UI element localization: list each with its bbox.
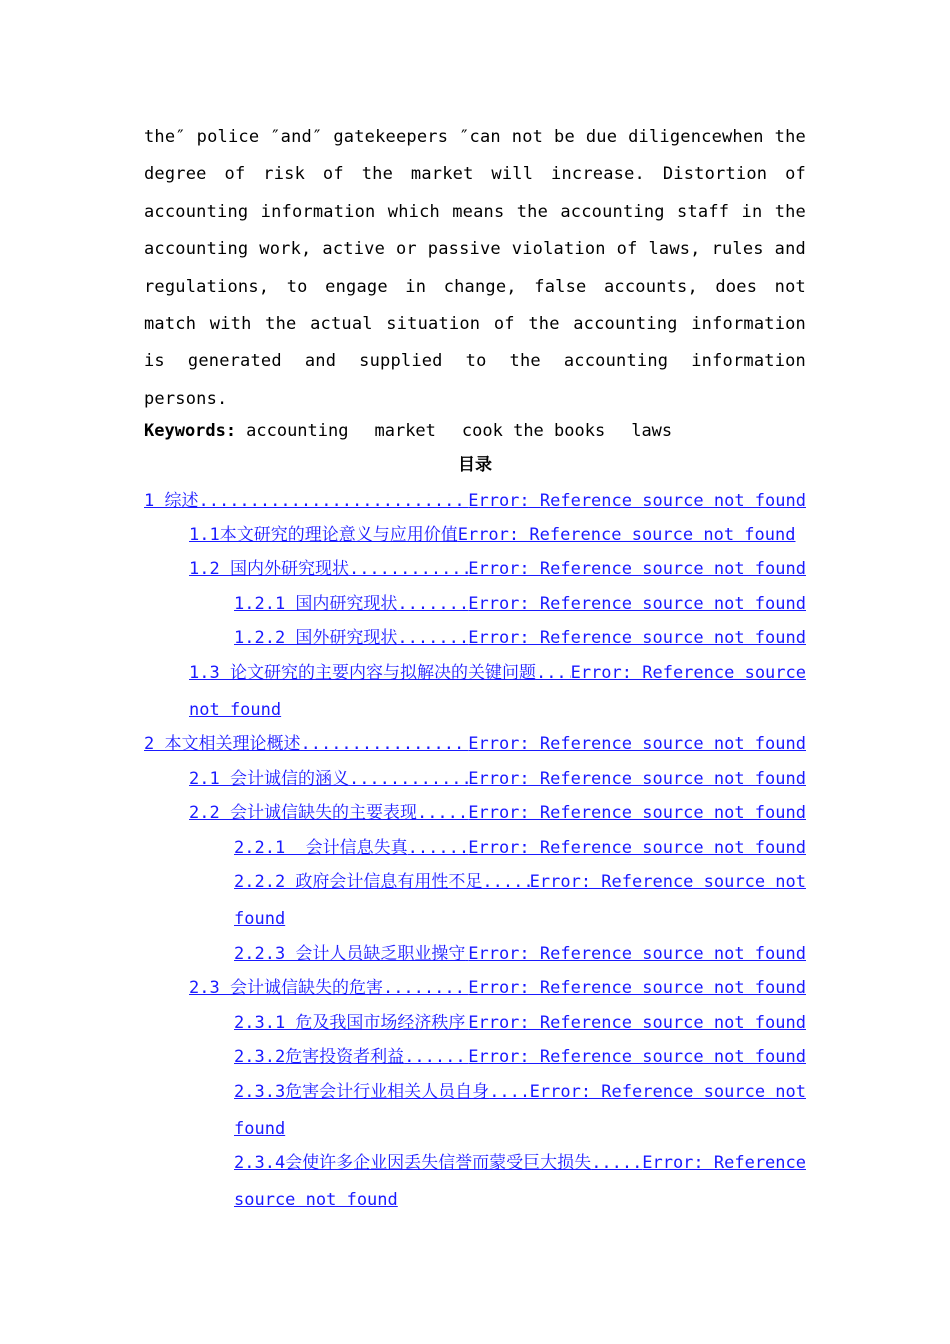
toc-entry-ref-continued: found bbox=[234, 1119, 286, 1139]
toc-leader-dots bbox=[198, 483, 468, 520]
toc-entry-label: 2.2.2 政府会计信息有用性不足 bbox=[234, 872, 483, 892]
toc-entry-label: 2.3.2危害投资者利益 bbox=[234, 1047, 405, 1067]
keyword-item: market bbox=[374, 421, 436, 441]
toc-entry-2-3-4[interactable] bbox=[234, 1145, 806, 1219]
toc-entry-label: 2.3.3危害会计行业相关人员自身 bbox=[234, 1082, 490, 1102]
abstract-paragraph: the″ police ″and″ gatekeepers ″can not be due diligencewhen the degree of risk of the market will increase. Distortion of accounting information which means the accounting staff in the accounting work, active or passive violation of laws, rules and regulations, to engage in change, false accounts, does not match with the actual situation of the accounting information is generated and supplied to the accounting information persons. bbox=[144, 127, 806, 409]
toc-entry-label: 1 综述 bbox=[144, 491, 199, 511]
toc-leader-dots bbox=[383, 970, 468, 1007]
toc-entry-2-3-3[interactable] bbox=[234, 1074, 806, 1148]
toc-leader-dots bbox=[591, 1145, 642, 1182]
toc-entry-ref: Error: Reference source not found bbox=[468, 1013, 806, 1033]
keyword-item: laws bbox=[631, 421, 673, 441]
toc-entry-ref: Error: Reference source not found bbox=[468, 978, 806, 998]
toc-entry-label: 2.3 会计诚信缺失的危害 bbox=[189, 978, 383, 998]
toc-entry-label: 2.2.1 会计信息失真 bbox=[234, 838, 408, 858]
toc-entry-label: 1.2.2 国外研究现状 bbox=[234, 628, 398, 648]
toc-entry-ref: Error: Reference source not found bbox=[468, 594, 806, 614]
toc-entry-label: 2.2.3 会计人员缺乏职业操守 bbox=[234, 944, 466, 964]
toc-entry-label: 1.1本文研究的理论意义与应用价值 bbox=[189, 525, 458, 545]
toc-entry-1-2[interactable] bbox=[189, 551, 806, 588]
toc-entry-2-2-2[interactable] bbox=[234, 864, 806, 938]
toc-entry-label: 2.1 会计诚信的涵义 bbox=[189, 769, 349, 789]
toc-leader-dots bbox=[404, 1039, 468, 1076]
keyword-item: accounting bbox=[246, 421, 349, 441]
toc-leader-dots bbox=[536, 655, 571, 692]
toc-entry-ref: Error: Reference source not found bbox=[468, 559, 806, 579]
toc-entry-ref-continued: not found bbox=[189, 700, 282, 720]
toc-entry-label: 2 本文相关理论概述 bbox=[144, 734, 301, 754]
toc-entry-label: 2.3.4会使许多企业因丢失信誉而蒙受巨大损失 bbox=[234, 1153, 592, 1173]
toc-entry-label: 1.3 论文研究的主要内容与拟解决的关键问题 bbox=[189, 663, 536, 683]
toc-entry-label: 2.2 会计诚信缺失的主要表现 bbox=[189, 803, 417, 823]
keyword-item: cook the books bbox=[461, 421, 606, 441]
toc-leader-dots bbox=[489, 1074, 529, 1111]
toc-entry-ref: Error: Reference source bbox=[570, 663, 806, 683]
toc-title: 目录 bbox=[458, 455, 492, 475]
toc-entry-ref: Error: Reference source not found bbox=[468, 1047, 806, 1067]
toc-entry-ref: Error: Reference source not found bbox=[457, 525, 796, 545]
toc-entry-ref: Error: Reference source not found bbox=[468, 769, 806, 789]
toc-entry-ref: Error: Reference source not found bbox=[468, 734, 806, 754]
toc-entry-ref: Error: Reference source not found bbox=[468, 944, 806, 964]
toc-entry-label: 1.2.1 国内研究现状 bbox=[234, 594, 398, 614]
toc-leader-dots bbox=[408, 830, 469, 867]
toc-entry-ref: Error: Reference source not bbox=[529, 872, 806, 892]
toc-entry-2-3[interactable] bbox=[189, 970, 806, 1007]
toc-entry-label: 1.2 国内外研究现状 bbox=[189, 559, 349, 579]
toc-leader-dots bbox=[300, 726, 468, 763]
toc-entry-2-2[interactable] bbox=[189, 795, 806, 832]
toc-leader-dots bbox=[417, 795, 468, 832]
toc-entry-2-1[interactable] bbox=[189, 761, 806, 798]
toc-entry-ref-continued: source not found bbox=[234, 1190, 398, 1210]
toc-entry-2[interactable] bbox=[144, 726, 806, 763]
toc-entry-1-1[interactable] bbox=[189, 517, 806, 554]
toc-entry-ref: Error: Reference source not found bbox=[468, 838, 806, 858]
toc-entry-label: 2.3.1 危及我国市场经济秩序 bbox=[234, 1013, 466, 1033]
toc-leader-dots bbox=[397, 586, 468, 623]
toc-entry-2-3-1[interactable] bbox=[234, 1005, 806, 1042]
toc-entry-2-2-1[interactable] bbox=[234, 830, 806, 867]
toc-leader-dots bbox=[397, 620, 468, 657]
toc-entry-2-3-2[interactable] bbox=[234, 1039, 806, 1076]
toc-entry-2-2-3[interactable] bbox=[234, 936, 806, 973]
toc-entry-1-3[interactable] bbox=[189, 655, 806, 729]
toc-entry-1-2-1[interactable] bbox=[234, 586, 806, 623]
toc-entry-ref: Error: Reference bbox=[642, 1153, 806, 1173]
keywords-line bbox=[144, 418, 672, 444]
toc-entry-ref: Error: Reference source not found bbox=[468, 803, 806, 823]
toc-entry-1-2-2[interactable] bbox=[234, 620, 806, 657]
toc-leader-dots bbox=[482, 864, 529, 901]
toc-entry-ref: Error: Reference source not bbox=[529, 1082, 806, 1102]
toc-leader-dots bbox=[349, 551, 468, 588]
keywords-label: Keywords: bbox=[144, 421, 237, 441]
toc-entry-ref-continued: found bbox=[234, 909, 286, 929]
toc-leader-dots bbox=[349, 761, 468, 798]
toc-entry-ref: Error: Reference source not found bbox=[468, 491, 806, 511]
toc-entry-1[interactable] bbox=[144, 483, 806, 520]
toc-entry-ref: Error: Reference source not found bbox=[468, 628, 806, 648]
